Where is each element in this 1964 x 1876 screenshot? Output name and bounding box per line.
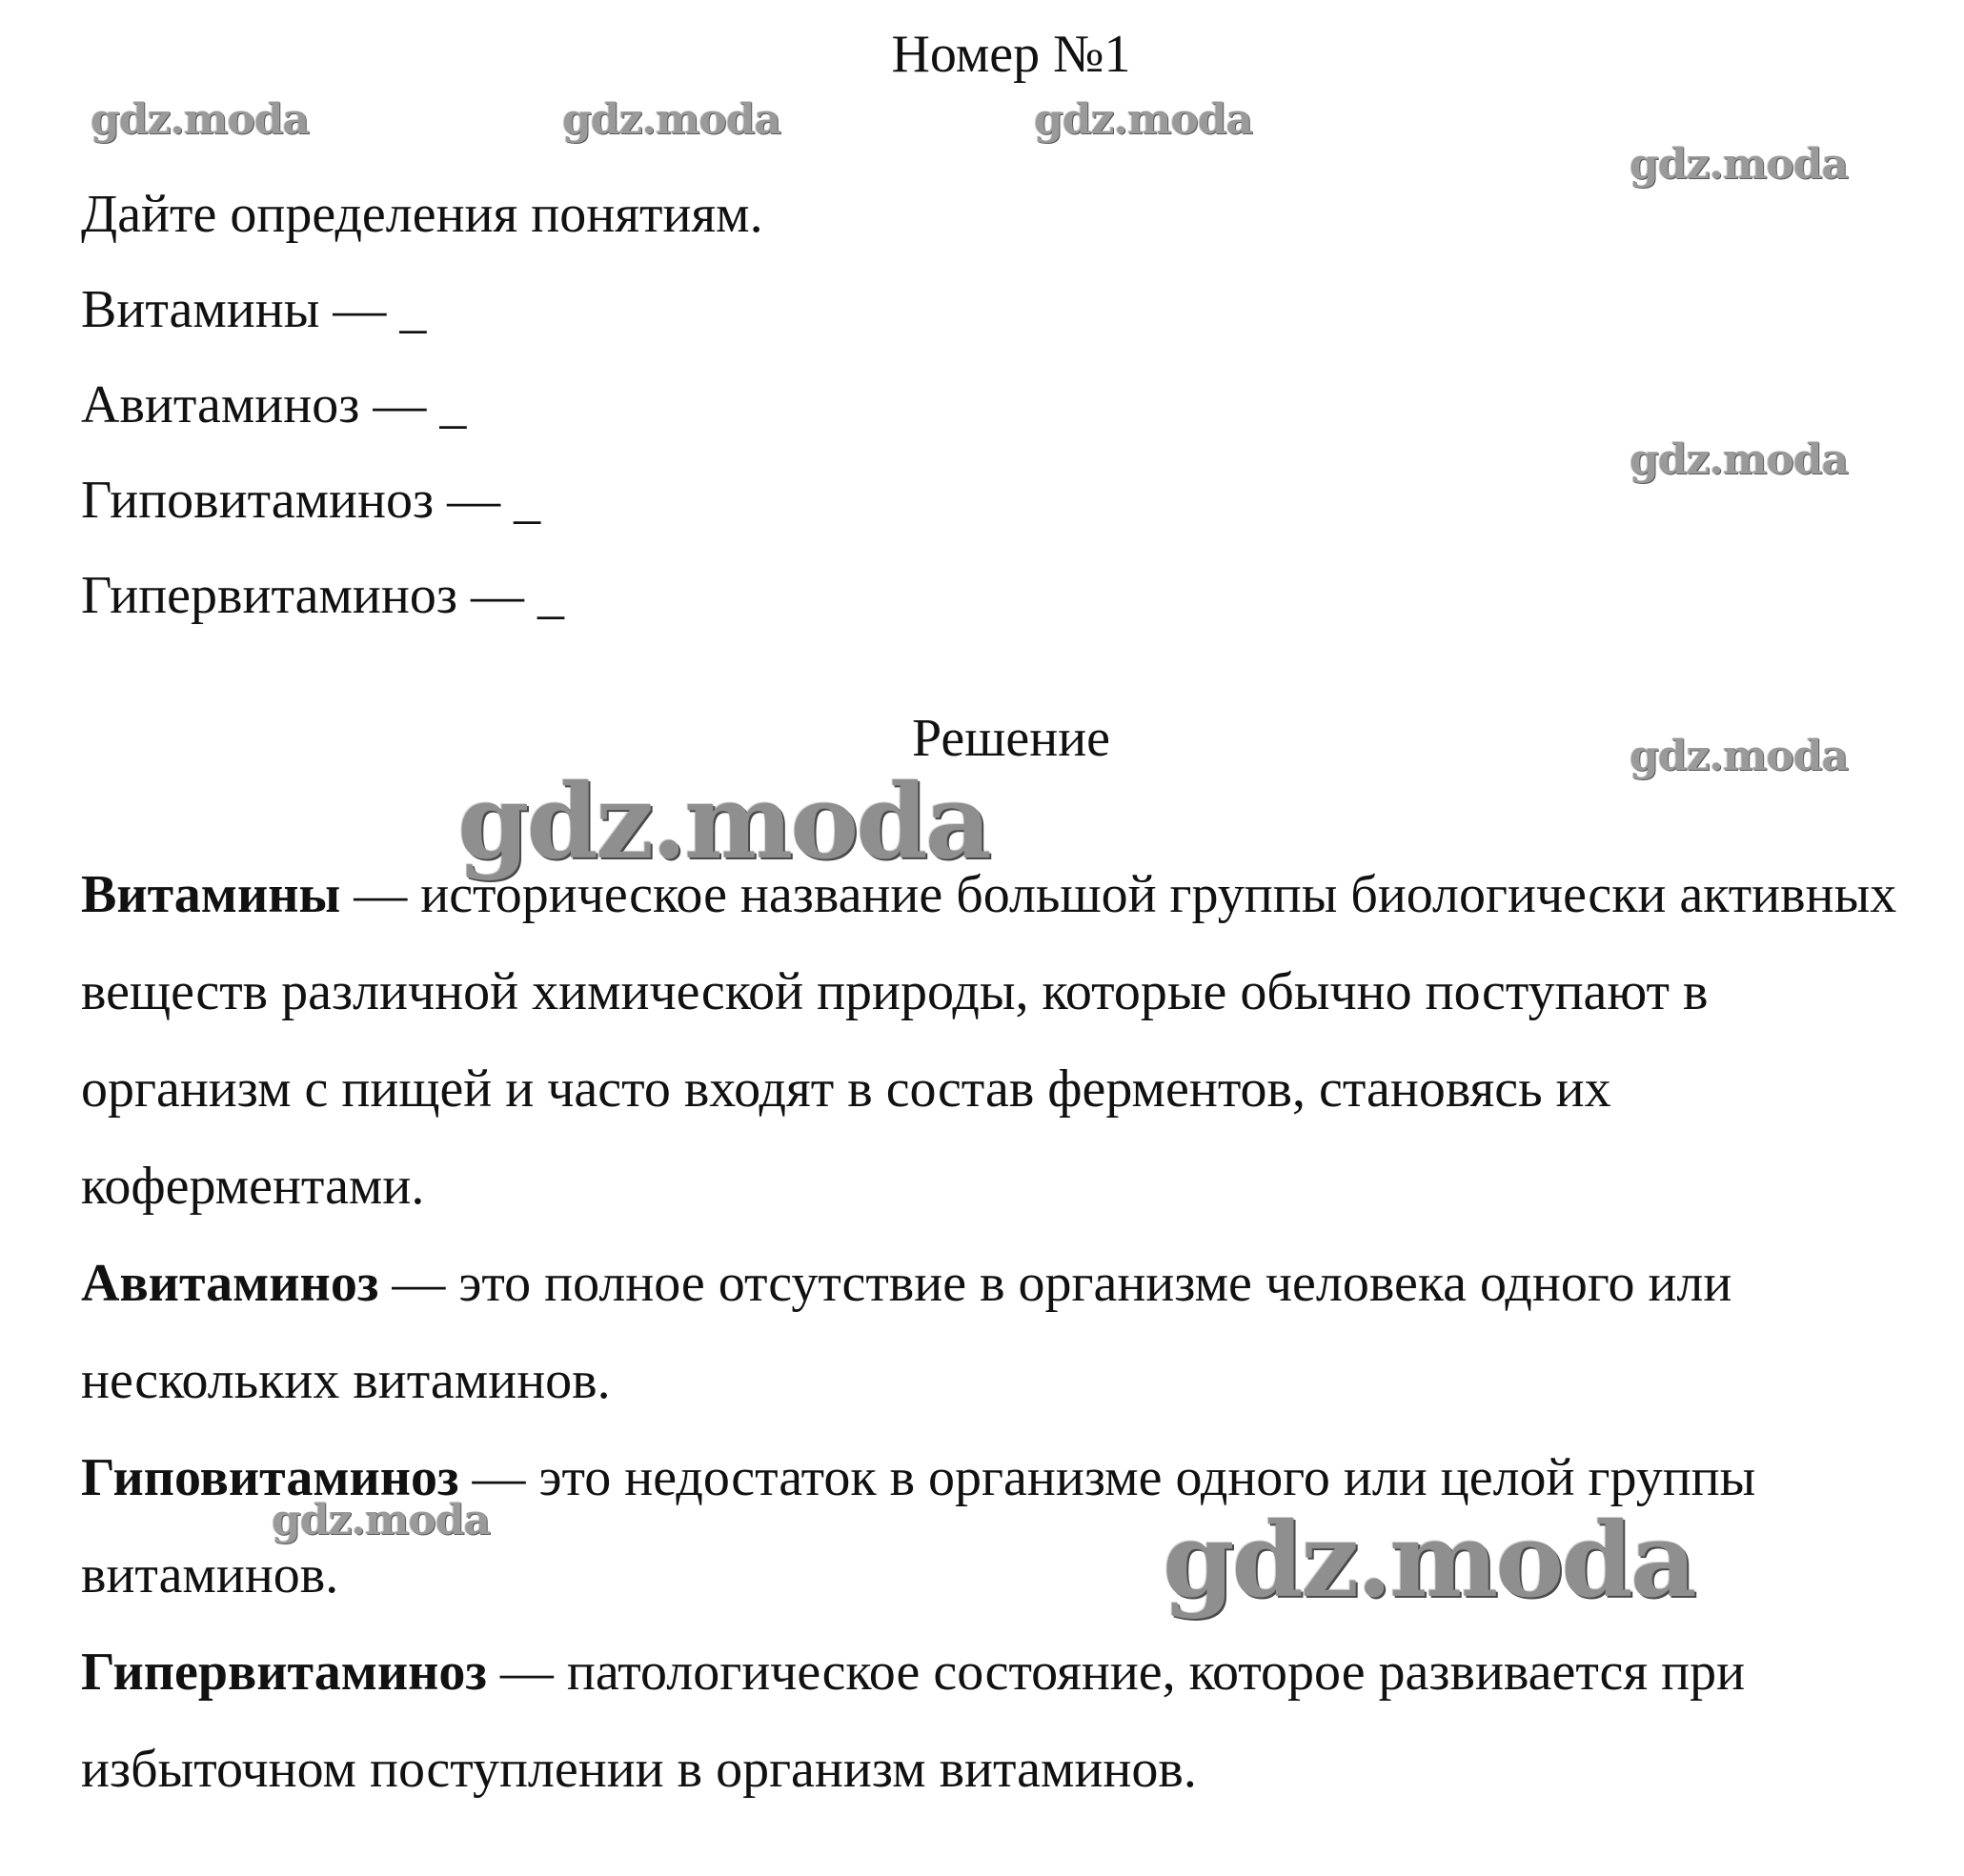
watermark: gdz.moda	[1630, 435, 1849, 484]
watermark: gdz.moda	[91, 95, 310, 144]
page-title: Номер №1	[891, 25, 1131, 84]
task-line: Гиповитаминоз — _	[81, 471, 541, 530]
definition-term: Витамины	[81, 865, 341, 924]
task-prompt: Дайте определения понятиям.	[81, 185, 763, 244]
watermark: gdz.moda	[1163, 1501, 1694, 1621]
definition-text: — это недостаток в организме одного или целой группы витаминов.	[81, 1448, 1756, 1604]
watermark: gdz.moda	[1630, 140, 1849, 189]
definition-term: Гипервитаминоз	[81, 1643, 487, 1702]
task-line: Гипервитаминоз — _	[81, 566, 564, 625]
definition-paragraph	[81, 1235, 1911, 1429]
task-line: Авитаминоз — _	[81, 375, 467, 434]
task-line: Витамины — _	[81, 280, 427, 339]
watermark: gdz.moda	[457, 762, 989, 882]
watermark: gdz.moda	[272, 1496, 491, 1544]
definition-paragraph	[81, 846, 1911, 1235]
definition-text: — историческое название большой группы биологически активных веществ различной химической природы, которые обычно поступают в организм с пищей и часто входят в состав ферментов, становясь их коферментами.	[81, 865, 1897, 1216]
definition-paragraph	[81, 1624, 1911, 1818]
definition-term: Гиповитаминоз	[81, 1448, 459, 1507]
definition-paragraph	[81, 1429, 1911, 1624]
definition-text: — это полное отсутствие в организме человека одного или нескольких витаминов.	[81, 1254, 1732, 1410]
definition-term: Авитаминоз	[81, 1254, 379, 1313]
definition-text: — патологическое состояние, которое развивается при избыточном поступлении в организм витаминов.	[81, 1643, 1746, 1799]
solution-block	[81, 846, 1911, 1818]
watermark: gdz.moda	[1034, 95, 1253, 144]
solution-title: Решение	[911, 709, 1111, 768]
task-block	[81, 167, 763, 643]
watermark: gdz.moda	[1630, 732, 1849, 780]
watermark: gdz.moda	[562, 95, 781, 144]
